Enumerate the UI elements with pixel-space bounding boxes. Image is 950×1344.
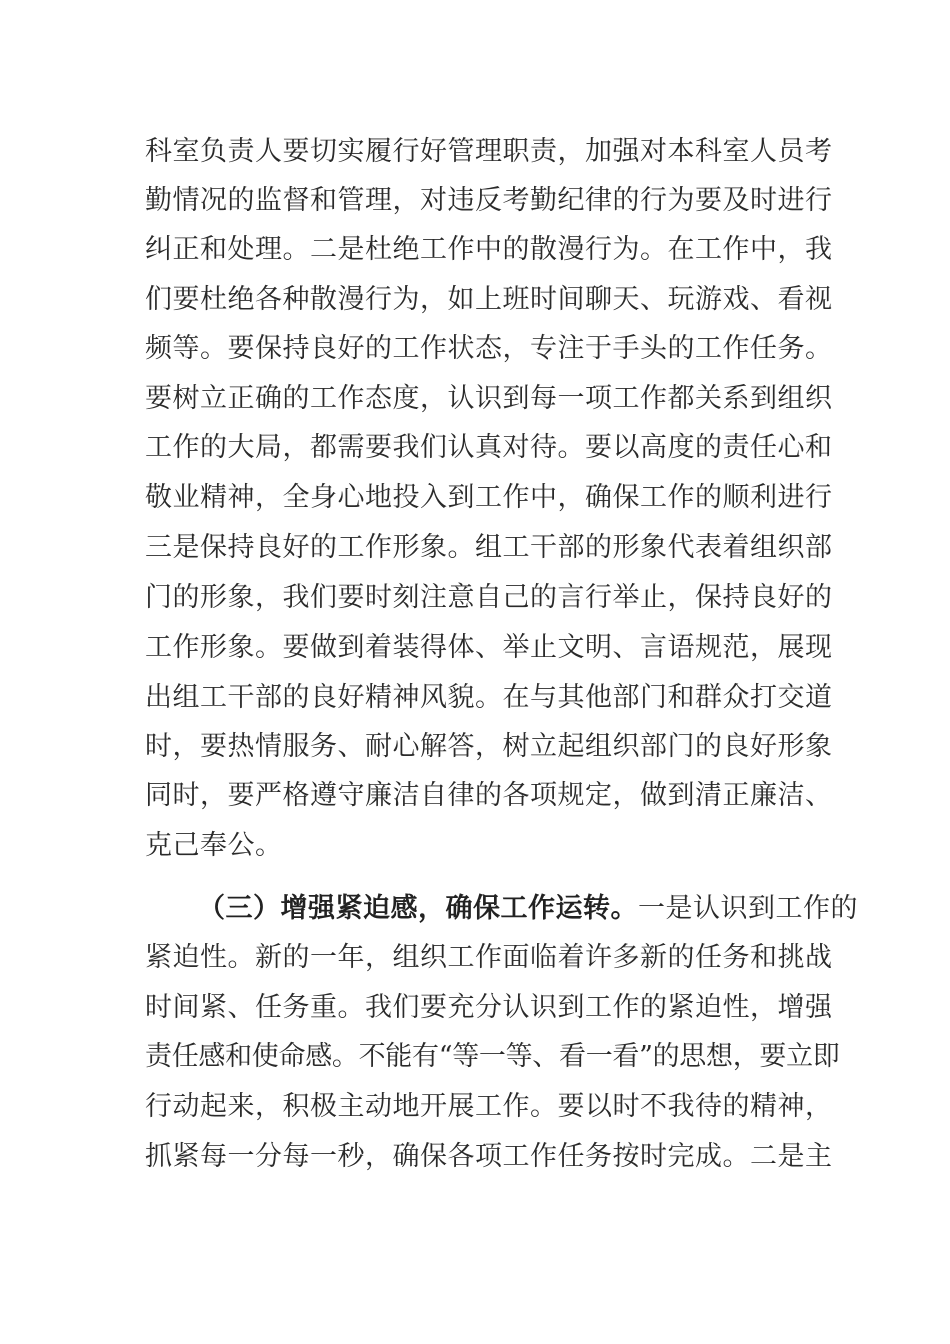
text-line: 工作形象。要做到着装得体、举止文明、言语规范，展现 (145, 632, 833, 663)
text-line: 敬业精神，全身心地投入到工作中，确保工作的顺利进行 (145, 482, 833, 513)
text-line: 责任感和使命感。不能有“等一等、看一看”的思想，要立即 (145, 1041, 840, 1072)
text-line: 时，要热情服务、耐心解答，树立起组织部门的良好形象 (145, 731, 833, 762)
section-heading-rest: 一是认识到工作的 (638, 893, 858, 924)
text-line: 科室负责人要切实履行好管理职责，加强对本科室人员考 (145, 136, 833, 167)
text-line: 行动起来，积极主动地开展工作。要以时不我待的精神， (145, 1091, 833, 1122)
text-line: 克己奉公。 (145, 830, 283, 861)
section-heading: （三）增强紧迫感，确保工作运转。 (198, 893, 638, 924)
text-line: 紧迫性。新的一年，组织工作面临着许多新的任务和挑战 (145, 942, 833, 973)
text-line: 勤情况的监督和管理，对违反考勤纪律的行为要及时进行 (145, 185, 833, 216)
text-line: 工作的大局，都需要我们认真对待。要以高度的责任心和 (145, 432, 833, 463)
text-line: 抓紧每一分每一秒，确保各项工作任务按时完成。二是主 (145, 1141, 833, 1172)
text-line: 出组工干部的良好精神风貌。在与其他部门和群众打交道 (145, 682, 833, 713)
text-line: 纠正和处理。二是杜绝工作中的散漫行为。在工作中，我 (145, 234, 833, 265)
text-line: 门的形象，我们要时刻注意自己的言行举止，保持良好的 (145, 582, 833, 613)
text-line: 同时，要严格遵守廉洁自律的各项规定，做到清正廉洁、 (145, 780, 833, 811)
text-line: 时间紧、任务重。我们要充分认识到工作的紧迫性，增强 (145, 992, 833, 1023)
text-line: 三是保持良好的工作形象。组工干部的形象代表着组织部 (145, 532, 833, 563)
text-line: 要树立正确的工作态度，认识到每一项工作都关系到组织 (145, 383, 833, 414)
section-heading-line (198, 887, 858, 931)
text-line: 频等。要保持良好的工作状态，专注于手头的工作任务。 (145, 333, 833, 364)
text-line: 们要杜绝各种散漫行为，如上班时间聊天、玩游戏、看视 (145, 284, 833, 315)
